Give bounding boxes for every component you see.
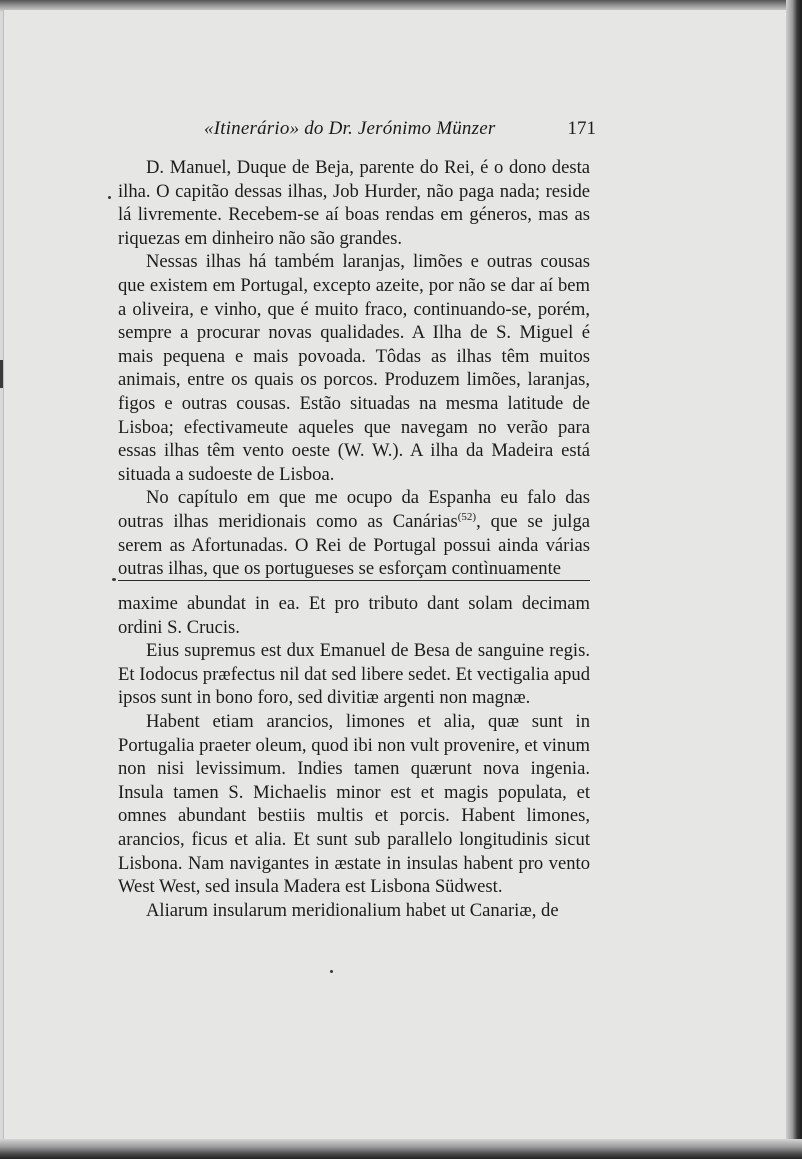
- paragraph-text: , que se julga serem as Afortunadas. O Rei de Portugal possui ainda várias outras ilhas, que os portugueses se esforçam contìnuamente: [118, 510, 590, 580]
- paragraph: Habent etiam arancios, limones et alia, quæ sunt in Portugalia praeter oleum, quod ibi non vult provenire, et vinum non nisi levissimum. Indies tamen quærunt nova ingenia. Insula tamen S. Michaelis minor est et magis populata, et omnes abundant bestiis multis et porcis. Habent limones, arancios, ficus et alia. Et sunt sub parallelo longitudinis sicut Lisbona. Nam navigantes in æstate in insulas habent pro vento West West, sed insula Madera est Lisbona Südwest.: [118, 710, 590, 898]
- paragraph: Aliarum insularum meridionalium habet ut Canariæ, de: [146, 899, 559, 921]
- page-number: 171: [567, 118, 596, 139]
- paragraph-text: No capítulo em que me ocupo da Espanha eu falo das outras ilhas meridionais como as Canárias: [118, 487, 590, 532]
- bottom-page-edge: [0, 1139, 802, 1159]
- section-divider: [118, 580, 590, 581]
- paragraph: Nessas ilhas há também laranjas, limões e outras cousas que existem em Portugal, excepto azeite, por não se dar aí bem a oliveira, e vinho, que é muito fraco, continuando-se, porém, sempre a procurar novas qualidades. A Ilha de S. Miguel é mais pequena e mais povoada. Tôdas as ilhas têm muitos animais, entre os quais os porcos. Produzem limões, laranjas, figos e outras cousas. Estão situadas na mesma latitude de Lisboa; efectivameute aqueles que navegam no verão para essas ilhas têm vento oeste (W. W.). A ilha da Madeira está situada a sudoeste de Lisboa.: [118, 251, 590, 485]
- paragraph: maxime abundat in ea. Et pro tributo dant solam decimam ordini S. Crucis.: [118, 593, 590, 638]
- portuguese-translation: [118, 156, 590, 581]
- paragraph: Eius supremus est dux Emanuel de Besa de sanguine regis. Et Iodocus præfectus nil dat sed libere sedet. Et vectigalia apud ipsos sunt in bono foro, sed divitiæ argenti non magnæ.: [118, 640, 590, 709]
- right-page-edge: [786, 0, 802, 1159]
- paragraph: D. Manuel, Duque de Beja, parente do Rei, é o dono desta ilha. O capitão dessas ilhas, Job Hurder, não paga nada; reside lá livremente. Recebem-se aí boas rendas em géneros, mas as riquezas em dinheiro não são grandes.: [118, 157, 590, 249]
- binding-shadow: [0, 360, 3, 388]
- note-reference: (52): [457, 510, 477, 523]
- running-title: «Itinerário» do Dr. Jerónimo Münzer: [204, 118, 496, 139]
- ink-speck: [330, 970, 333, 973]
- paragraph: [118, 486, 590, 580]
- ink-speck: [112, 578, 116, 581]
- ink-speck: [108, 196, 111, 199]
- latin-original: [118, 592, 590, 922]
- page-header: [204, 118, 596, 146]
